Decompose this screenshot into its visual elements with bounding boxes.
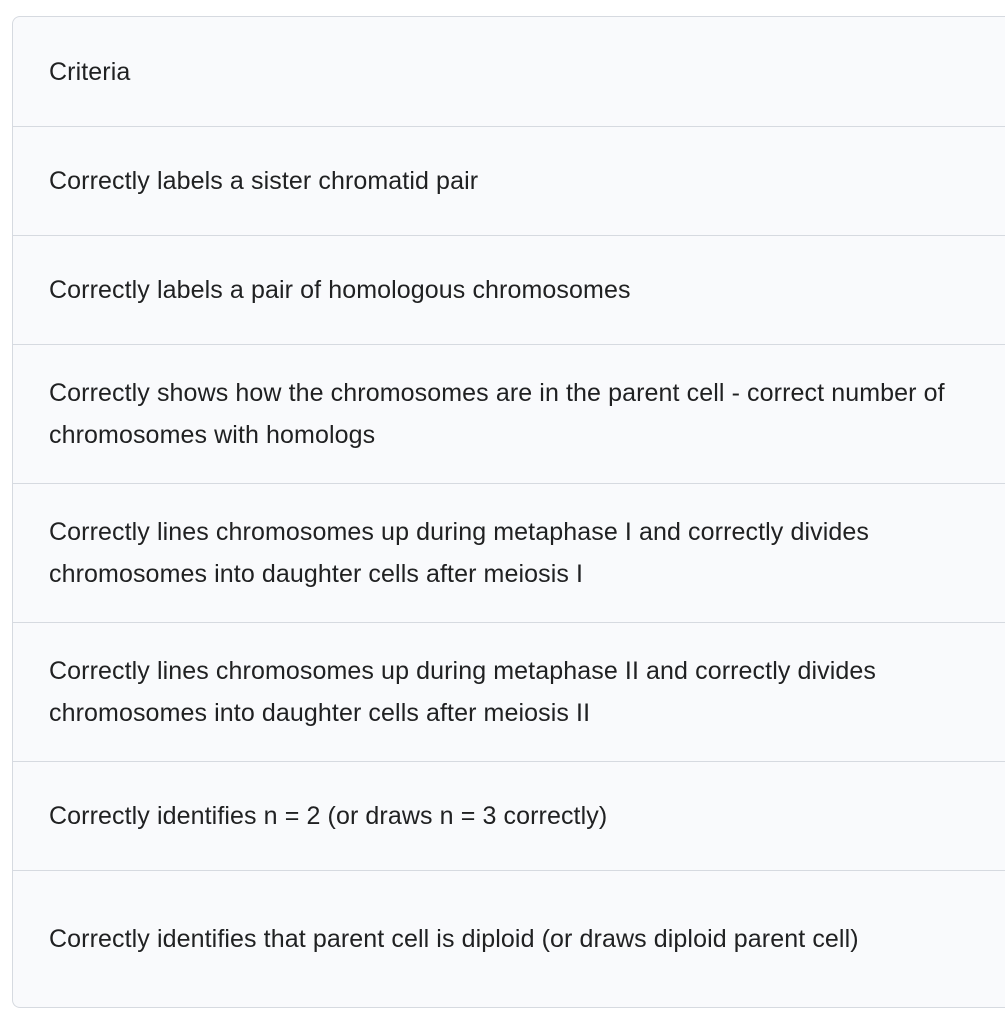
criterion-row — [13, 870, 1005, 1007]
criterion-label: Correctly lines chromosomes up during metaphase II and correctly divides chromosomes into daughter cells after meiosis II — [49, 657, 877, 727]
criterion-label: Correctly shows how the chromosomes are in the parent cell - correct number of chromosomes with homologs — [49, 379, 945, 449]
criterion-row — [13, 344, 1005, 483]
criterion-label: Correctly identifies that parent cell is diploid (or draws diploid parent cell) — [49, 925, 859, 953]
criterion-row — [13, 483, 1005, 622]
rubric-criteria-table — [12, 16, 1005, 1008]
criterion-row — [13, 126, 1005, 235]
criterion-label: Correctly labels a sister chromatid pair — [49, 167, 479, 195]
criteria-header-label: Criteria — [49, 57, 131, 86]
criterion-row — [13, 761, 1005, 870]
criteria-header-cell — [13, 17, 1005, 126]
criterion-label: Correctly identifies n = 2 (or draws n = 3 correctly) — [49, 802, 608, 830]
criterion-label: Correctly lines chromosomes up during metaphase I and correctly divides chromosomes into daughter cells after meiosis I — [49, 518, 869, 588]
criterion-row — [13, 235, 1005, 344]
criterion-label: Correctly labels a pair of homologous chromosomes — [49, 276, 631, 304]
criterion-row — [13, 622, 1005, 761]
